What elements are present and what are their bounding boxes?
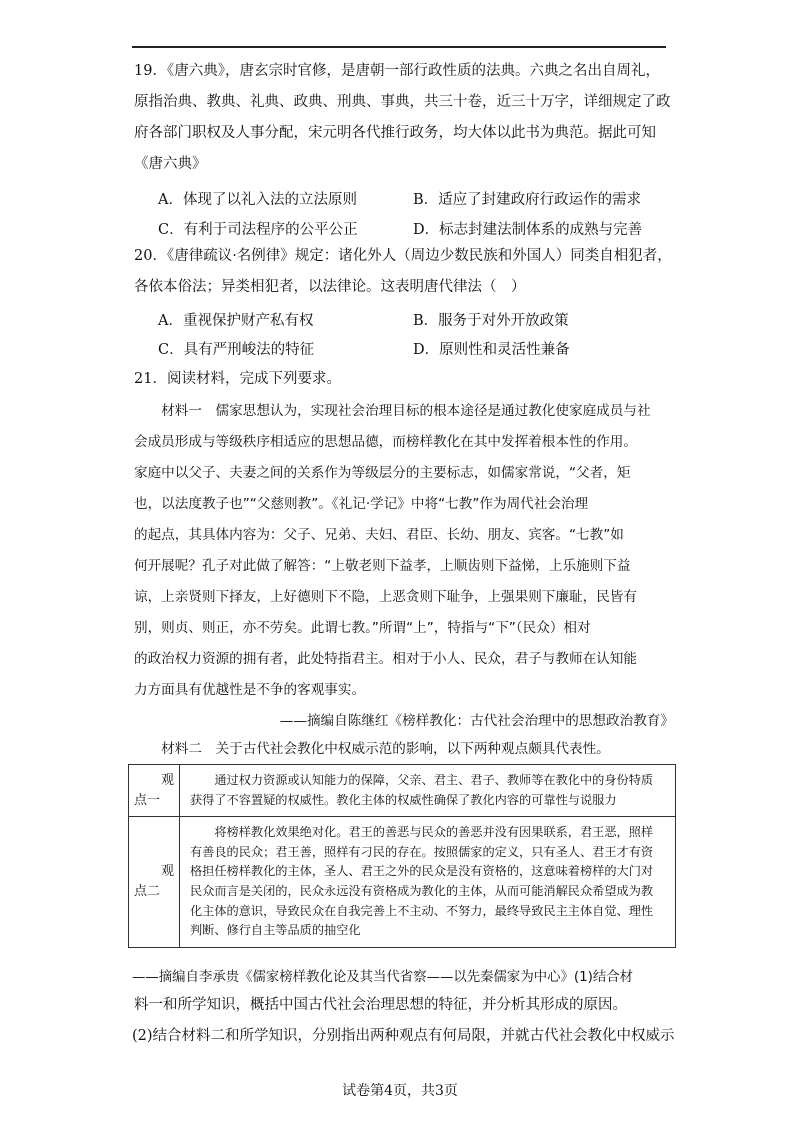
q20-line-2: 各依本俗法；异类相犯者，以法律论。这表明唐代律法（ ） xyxy=(134,279,526,295)
material1-source: ——摘编自陈继红《榜样教化：古代社会治理中的思想政治教育》 xyxy=(279,713,674,729)
view-label-top: 观 xyxy=(160,772,174,788)
q19-line-1: 19．《唐六典》，唐玄宗时官修，是唐朝一部行政性质的法典。六典之名出自周礼， xyxy=(134,63,660,79)
views-table xyxy=(128,764,676,948)
view-label xyxy=(129,765,180,817)
q19-option-b[interactable]: B．适应了封建政府行政运作的需求 xyxy=(413,192,642,208)
view-text: 通过权力资源或认知能力的保障，父亲、君主、君子、教师等在教化中的身份特质获得了不容置疑的权威性。教化主体的权威性确保了教化内容的可靠性与说服力 xyxy=(180,765,676,817)
material1-line-3: 家庭中以父子、夫妻之间的关系作为等级层分的主要标志，如儒家常说，“父者，矩 xyxy=(134,465,631,481)
q19-line-3: 府各部门职权及人事分配，宋元明各代推行政务，均大体以此书为典范。据此可知 xyxy=(134,125,656,141)
page-footer: 试卷第4页，共3页 xyxy=(342,1083,458,1099)
q20-option-d[interactable]: D．原则性和灵活性兼备 xyxy=(413,342,570,358)
material1-line-9: 的政治权力资源的拥有者，此处特指君主。相对于小人、民众，君子与教师在认知能 xyxy=(134,651,637,667)
material1-line-4: 也，以法度教子也”“父慈则教”。《礼记·学记》中将“七教”作为周代社会治理 xyxy=(134,496,589,512)
material2-intro: 材料二 关于古代社会教化中权威示范的影响，以下两种观点颇具代表性。 xyxy=(134,741,610,757)
material1-line-7: 谅，上亲贤则下择友，上好德则下不隐，上恶贪则下耻争，上强果则下廉耻，民皆有 xyxy=(134,589,637,605)
material1-line-2: 会成员形成与等级秩序相适应的思想品德，而榜样教化在其中发挥着根本性的作用。 xyxy=(134,434,637,450)
q19-option-a[interactable]: A．体现了以礼入法的立法原则 xyxy=(158,192,357,208)
view-label xyxy=(129,817,180,948)
q21-intro: 21．阅读材料，完成下列要求。 xyxy=(134,371,341,387)
view-row xyxy=(129,817,676,948)
view-text: 将榜样教化效果绝对化。君王的善恶与民众的善恶并没有因果联系，君王恶，照样有善良的民众；君王善，照样有刁民的存在。按照儒家的定义，只有圣人、君王才有资格担任榜样教化的主体，圣人、君王之外的民众是没有资格的，这意味着榜样的大门对民众而言是关闭的，民众永远没有资格成为教化的主体，从而可能消解民众希望成为教化主体的意识，导致民众在自我完善上不主动、不努力，最终导致民主主体自觉、理性判断、修行自主等品质的抽空化 xyxy=(180,817,676,948)
q19-line-2: 原指治典、教典、礼典、政典、刑典、事典，共三十卷，近三十万字，详细规定了政 xyxy=(134,94,671,110)
view-label-top: 观 xyxy=(160,863,174,879)
material1-line-5: 的起点，其具体内容为：父子、兄弟、夫妇、君臣、长幼、朋友、宾客。“七教”如 xyxy=(134,527,624,543)
requirement-2: (2)结合材料二和所学知识，分别指出两种观点有何局限，并就古代社会教化中权威示 xyxy=(132,1028,675,1044)
q19-line-4: 《唐六典》 xyxy=(134,156,207,172)
view-label-bottom: 点一 xyxy=(134,792,161,808)
q19-option-d[interactable]: D．标志封建法制体系的成熟与完善 xyxy=(413,222,643,238)
q19-option-c[interactable]: C．有利于司法程序的公平公正 xyxy=(158,222,358,238)
material1-line-10: 力方面具有优越性是不争的客观事实。 xyxy=(134,682,366,698)
material1-line-6: 何开展呢？孔子对此做了解答：“上敬老则下益孝，上顺齿则下益悌，上乐施则下益 xyxy=(134,558,631,574)
material1-line-1: 材料一 儒家思想认为，实现社会治理目标的根本途径是通过教化使家庭成员与社 xyxy=(134,403,651,419)
q20-option-a[interactable]: A．重视保护财产私有权 xyxy=(158,313,314,329)
material2-source: ——摘编自李承贵《儒家榜样教化论及其当代省察——以先秦儒家为中心》(1)结合材 xyxy=(132,970,634,985)
q20-option-c[interactable]: C．具有严刑峻法的特征 xyxy=(158,342,315,358)
material1-line-8: 别，则贞、则正，亦不劳矣。此谓七教。”所谓“上”，特指与“下”（民众）相对 xyxy=(134,620,591,636)
view-label-bottom: 点二 xyxy=(134,883,161,899)
header-rule xyxy=(132,46,666,48)
view-row xyxy=(129,765,676,817)
q20-option-b[interactable]: B．服务于对外开放政策 xyxy=(413,313,569,329)
requirement-1-continued: 料一和所学知识，概括中国古代社会治理思想的特征，并分析其形成的原因。 xyxy=(134,997,627,1013)
q20-line-1: 20．《唐律疏议·名例律》规定：诸化外人（周边少数民族和外国人）同类自相犯者， xyxy=(134,248,672,264)
